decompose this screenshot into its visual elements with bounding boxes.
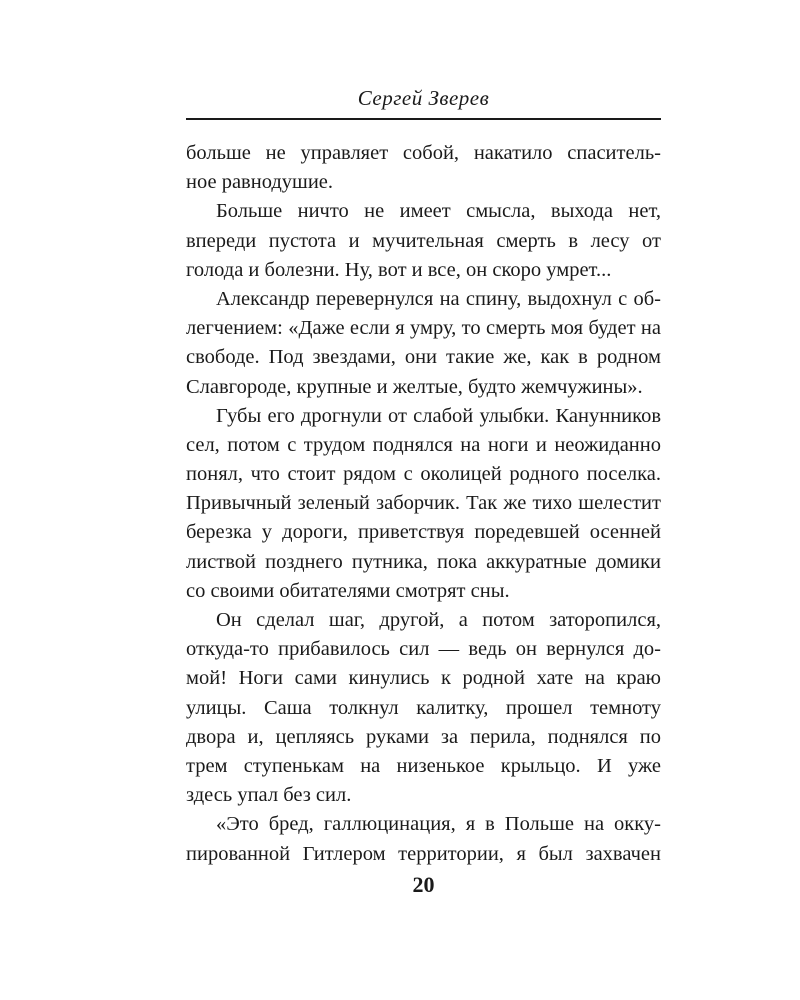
text-line: Губы его дрогнули от слабой улыбки. Канунников (216, 404, 661, 427)
text-line: Славгороде, крупные и желтые, будто жемчужины». (186, 375, 643, 398)
text-line: ное равнодушие. (186, 171, 334, 194)
text-line: мой! Ноги сами кинулись к родной хате на краю (186, 667, 661, 690)
text-line: здесь упал без сил. (186, 784, 352, 807)
text-line: пированной Гитлером территории, я был захвачен (186, 842, 661, 865)
text-line: «Это бред, галлюцинация, я в Польше на окку- (216, 813, 661, 836)
text-line: улицы. Саша толкнул калитку, прошел темноту (186, 696, 661, 719)
text-line: березка у дороги, приветствуя поредевшей осенней (186, 521, 661, 544)
text-line: трем ступенькам на низенькое крыльцо. И уже (186, 754, 661, 777)
text-line: со своими обитателями смотрят сны. (186, 579, 510, 602)
text-line: Он сделал шаг, другой, а потом заторопился, (216, 609, 661, 631)
text-line: понял, что стоит рядом с околицей родного поселка. (186, 463, 661, 486)
text-line: двора и, цепляясь руками за перила, поднялся по (186, 725, 661, 748)
text-line: Больше ничто не имеет смысла, выхода нет, (216, 200, 661, 223)
text-line: голода и болезни. Ну, вот и все, он скоро умрет... (186, 258, 612, 281)
text-line: сел, потом с трудом поднялся на ноги и неожиданно (186, 433, 661, 456)
text-line: Александр перевернулся на спину, выдохнул с об- (216, 287, 661, 310)
text-line: листвой позднего путника, пока аккуратные домики (186, 550, 661, 573)
text-line: больше не управляет собой, накатило спаситель- (186, 142, 661, 164)
running-head: Сергей Зверев (357, 86, 490, 110)
text-line: впереди пустота и мучительная смерть в лесу от (186, 229, 661, 252)
header-rule (186, 118, 661, 120)
text-line: Привычный зеленый заборчик. Так же тихо шелестит (186, 492, 661, 515)
text-line: откуда-то прибавилось сил — ведь он вернулся до- (186, 638, 661, 661)
text-block (186, 139, 661, 869)
text-line: легчением: «Даже если я умру, то смерть моя будет на (186, 317, 661, 340)
text-line: свободе. Под звездами, они такие же, как в родном (186, 346, 661, 369)
page-number: 20 (412, 872, 435, 897)
